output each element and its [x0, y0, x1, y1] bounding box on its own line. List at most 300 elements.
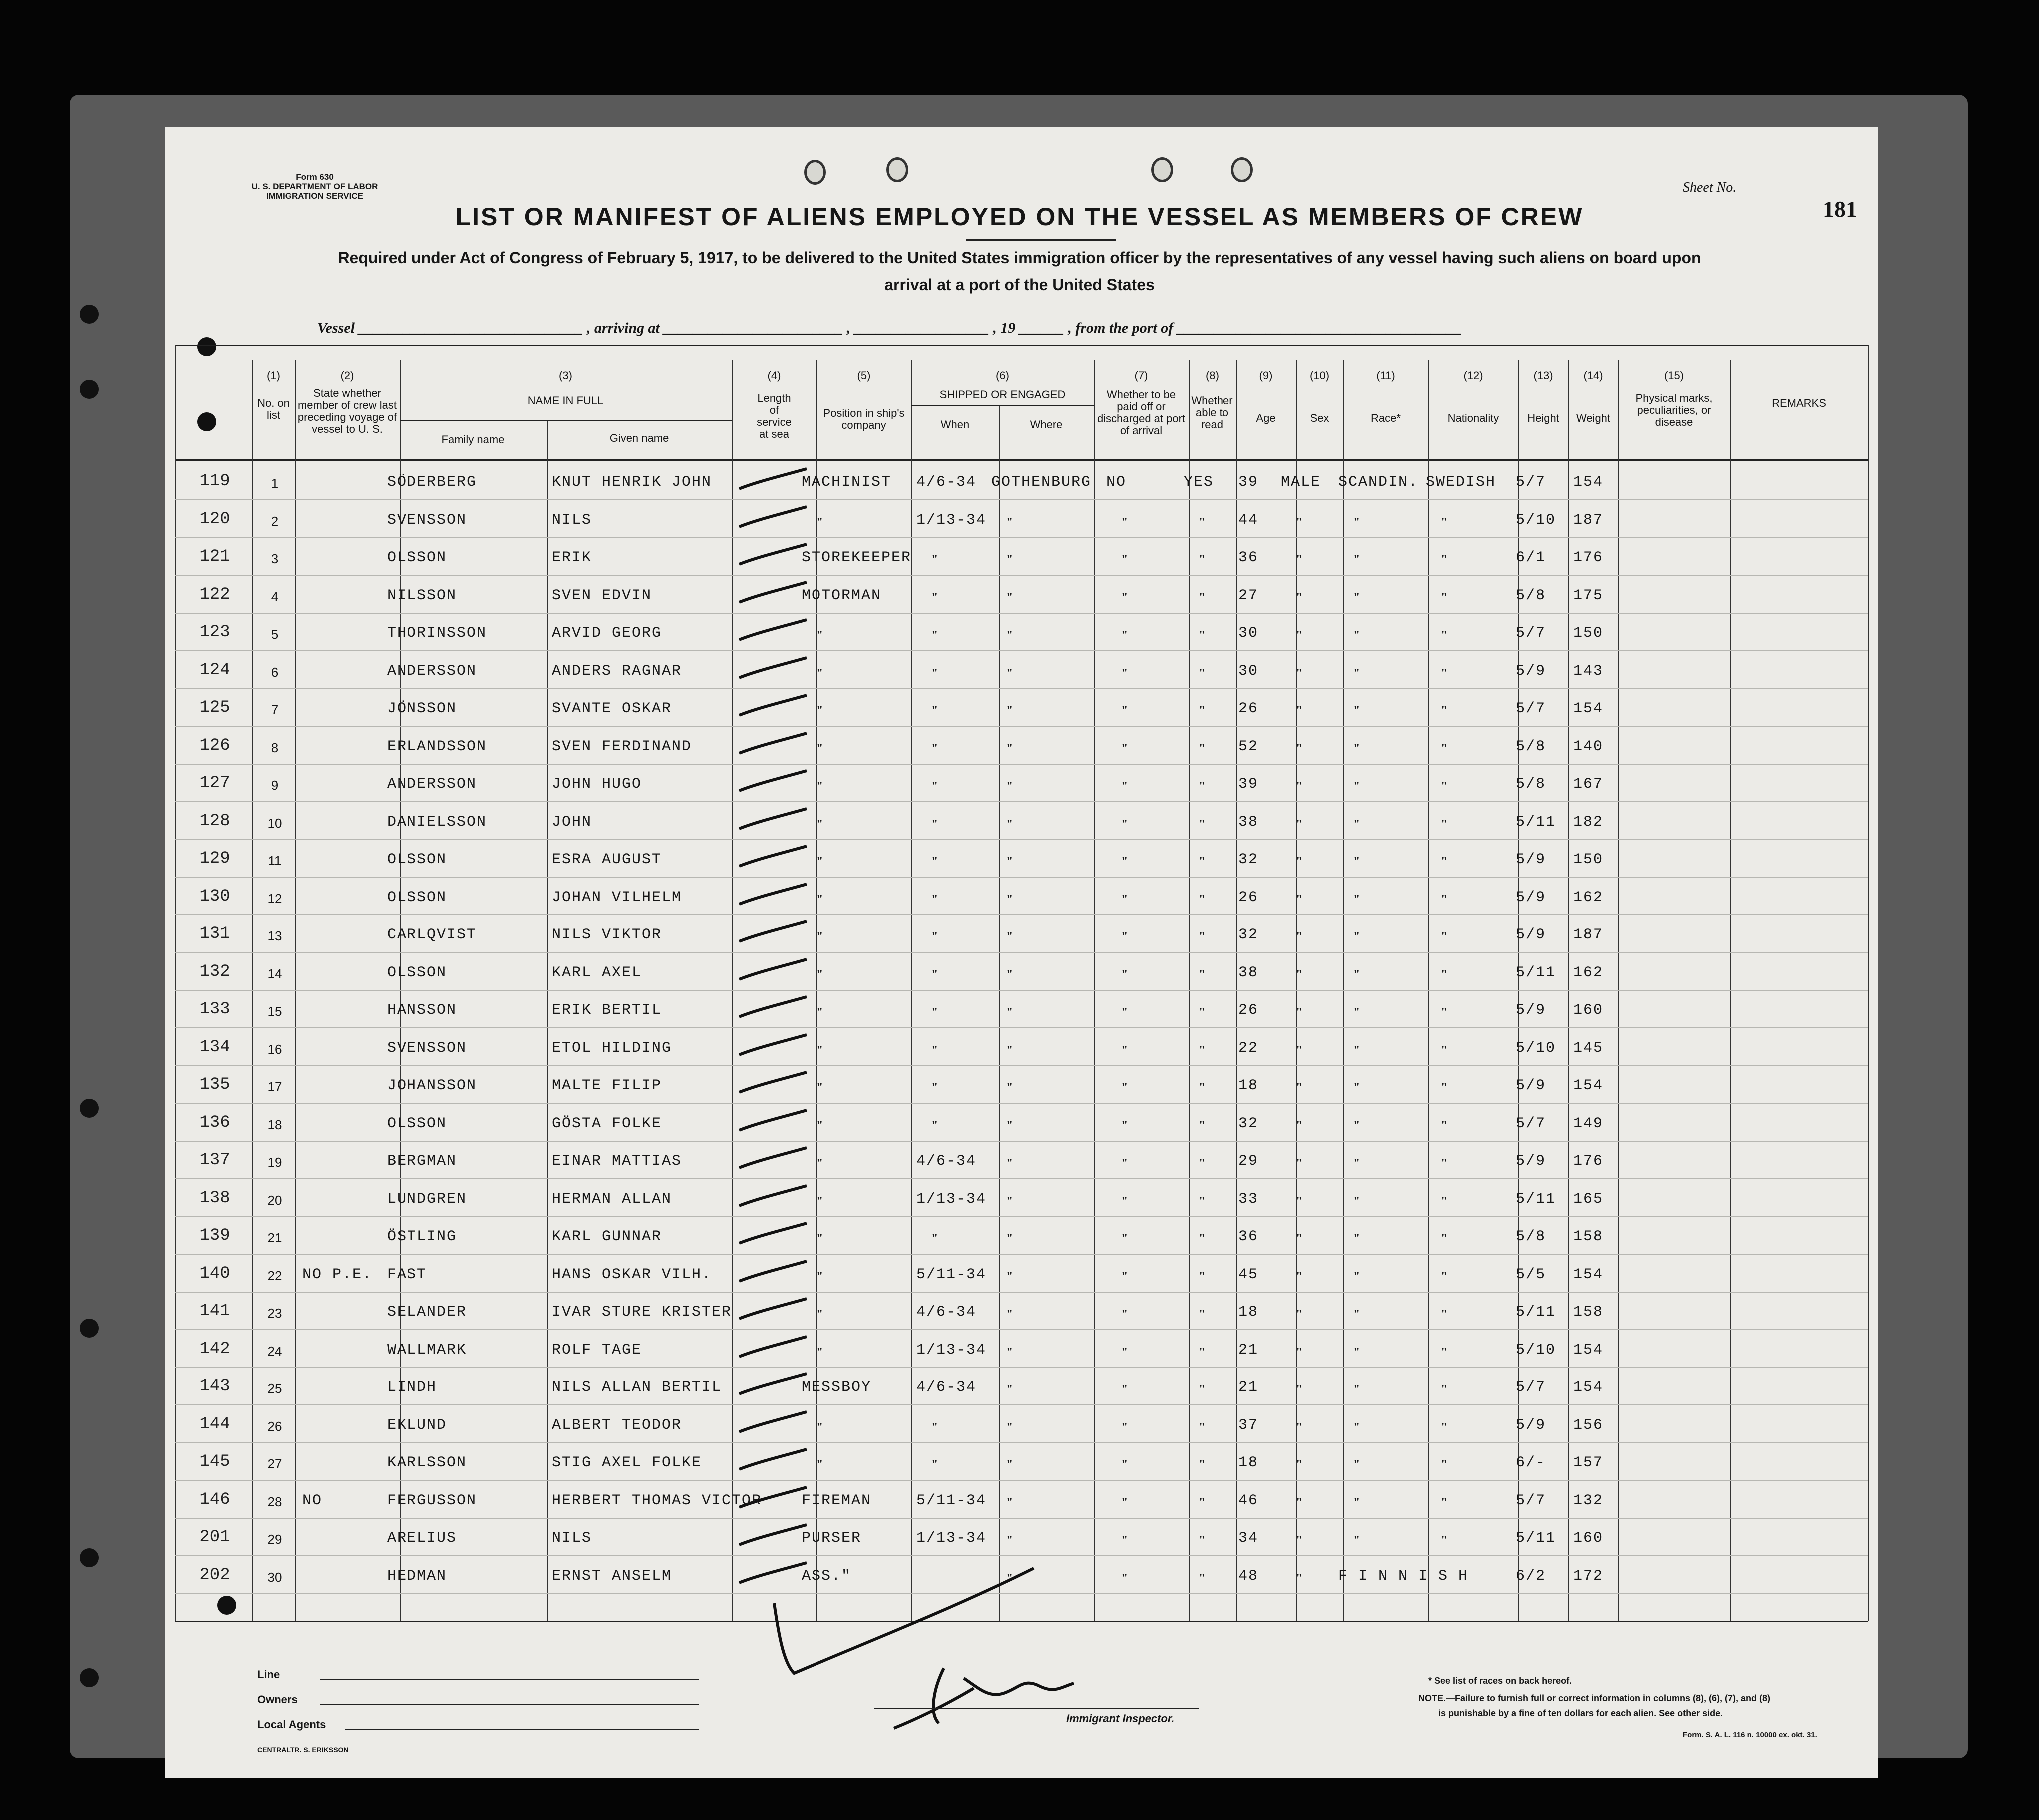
list-number: 4 — [271, 589, 279, 604]
cell-when: " — [931, 1420, 938, 1434]
cell-where: " — [1006, 704, 1013, 717]
cell-paid-off: " — [1121, 1119, 1128, 1132]
cell-position: " — [816, 1081, 823, 1094]
cell-sex: " — [1296, 1043, 1303, 1057]
cell-where: " — [1006, 893, 1013, 906]
cell-where: " — [1006, 855, 1013, 868]
cell-paid-off: " — [1121, 591, 1128, 604]
check-stroke — [764, 1563, 1044, 1683]
cell-paid-off: " — [1121, 1458, 1128, 1471]
cell-when: 4/6-34 — [916, 1304, 977, 1321]
margin-number: 124 — [199, 660, 230, 680]
cell-nationality: " — [1441, 1270, 1448, 1283]
cell-sex: " — [1296, 1534, 1303, 1547]
cell-given: JOHN — [552, 813, 592, 831]
binder-ring — [886, 157, 908, 182]
page-title: LIST OR MANIFEST OF ALIENS EMPLOYED ON THE VESSEL AS MEMBERS OF CREW — [455, 203, 1584, 231]
cell-paid-off: " — [1121, 515, 1128, 529]
cell-paid-off: " — [1121, 1043, 1128, 1057]
owners-rule — [320, 1704, 699, 1705]
margin-number: 138 — [199, 1188, 230, 1208]
cell-read: " — [1199, 1119, 1206, 1132]
cell-race: SCANDIN. — [1338, 474, 1419, 491]
cell-family: SÖDERBERG — [387, 474, 477, 491]
cell-paid-off: " — [1121, 1232, 1128, 1245]
cell-read: " — [1199, 629, 1206, 642]
cell-weight: 150 — [1573, 625, 1604, 642]
cell-paid-off: " — [1121, 1157, 1128, 1170]
list-number: 20 — [267, 1192, 282, 1208]
row-rule — [175, 1480, 1868, 1481]
list-number: 2 — [271, 513, 279, 529]
service-tick-mark — [737, 1410, 809, 1434]
cell-when: 1/13-34 — [916, 1530, 987, 1547]
cell-when: " — [931, 591, 938, 604]
cell-when: " — [931, 855, 938, 868]
margin-number: 140 — [199, 1264, 230, 1283]
service-tick-mark — [737, 995, 809, 1019]
cell-where: " — [1006, 1534, 1013, 1547]
cell-paid-off: " — [1121, 1308, 1128, 1321]
row-rule — [175, 839, 1868, 840]
cell-when: 5/11-34 — [916, 1266, 987, 1283]
margin-number: 123 — [199, 623, 230, 642]
cell-given: ERIK BERTIL — [552, 1002, 662, 1019]
cell-given: ROLF TAGE — [552, 1341, 642, 1359]
cell-where: " — [1006, 1571, 1013, 1585]
col-3b-header: Given name — [609, 432, 669, 444]
margin-number: 131 — [199, 924, 230, 943]
cell-when: " — [931, 930, 938, 943]
cell-height: 5/11 — [1516, 1304, 1556, 1321]
cell-when: " — [931, 893, 938, 906]
cell-read: " — [1199, 1006, 1206, 1019]
column-rule — [547, 420, 548, 1621]
service-tick-mark — [737, 505, 809, 529]
cell-family: NILSSON — [387, 587, 457, 604]
cell-position: STOREKEEPER — [802, 549, 912, 566]
list-number: 5 — [271, 627, 279, 642]
cell-sex: " — [1296, 666, 1303, 680]
binder-hole — [80, 1668, 99, 1687]
shipped-subrule — [911, 405, 1094, 406]
cell-given: ERIK — [552, 549, 592, 566]
cell-weight: 143 — [1573, 662, 1604, 680]
cell-sex: " — [1296, 1571, 1303, 1585]
cell-race: " — [1353, 817, 1360, 831]
cell-height: 5/8 — [1516, 738, 1546, 755]
cell-age: 45 — [1238, 1266, 1259, 1283]
line-rule — [320, 1679, 699, 1680]
cell-given: ARVID GEORG — [552, 625, 662, 642]
col-11-header: Race* — [1371, 412, 1401, 424]
row-rule — [175, 1367, 1868, 1368]
cell-family: JÖNSSON — [387, 700, 457, 717]
cell-nationality: " — [1441, 666, 1448, 680]
cell-when: " — [931, 1458, 938, 1471]
cell-where: " — [1006, 666, 1013, 680]
list-number: 6 — [271, 664, 279, 680]
cell-given: SVEN EDVIN — [552, 587, 652, 604]
margin-number: 128 — [199, 811, 230, 831]
cell-sex: " — [1296, 704, 1303, 717]
cell-family: ERLANDSSON — [387, 738, 487, 755]
title-underline — [966, 239, 1116, 241]
cell-read: YES — [1184, 474, 1214, 491]
cell-paid-off: " — [1121, 1420, 1128, 1434]
cell-paid-off: " — [1121, 742, 1128, 755]
service-tick-mark — [737, 1447, 809, 1471]
cell-nationality: " — [1441, 1383, 1448, 1396]
cell-age: 18 — [1238, 1454, 1259, 1471]
cell-position: " — [816, 1232, 823, 1245]
list-number: 17 — [267, 1079, 282, 1094]
owners-label: Owners — [257, 1693, 298, 1706]
cell-position: " — [816, 1420, 823, 1434]
margin-number: 135 — [199, 1075, 230, 1094]
col-6-header: SHIPPED OR ENGAGED — [939, 388, 1066, 401]
list-number: 23 — [267, 1306, 282, 1321]
cell-height: 5/11 — [1516, 1530, 1556, 1547]
margin-number: 202 — [199, 1565, 230, 1585]
cell-read: " — [1199, 1383, 1206, 1396]
cell-position: " — [816, 742, 823, 755]
list-number: 9 — [271, 778, 279, 793]
service-tick-mark — [737, 1259, 809, 1283]
cell-sex: " — [1296, 1458, 1303, 1471]
cell-weight: 162 — [1573, 964, 1604, 981]
cell-where: " — [1006, 1157, 1013, 1170]
cell-sex: " — [1296, 515, 1303, 529]
cell-where: " — [1006, 1270, 1013, 1283]
col-6b-header: Where — [1030, 418, 1063, 431]
col-13-header: Height — [1527, 412, 1559, 424]
printer-label: CENTRALTR. S. ERIKSSON — [257, 1746, 349, 1754]
cell-height: 5/10 — [1516, 511, 1556, 529]
cell-given: NILS ALLAN BERTIL — [552, 1379, 722, 1396]
cell-family: SVENSSON — [387, 511, 467, 529]
cell-age: 21 — [1238, 1379, 1259, 1396]
cell-where: " — [1006, 780, 1013, 793]
list-number: 25 — [267, 1381, 282, 1396]
cell-weight: 157 — [1573, 1454, 1604, 1471]
list-number: 18 — [267, 1117, 282, 1132]
cell-family: DANIELSSON — [387, 813, 487, 831]
cell-race: " — [1353, 855, 1360, 868]
cell-family: OLSSON — [387, 851, 447, 868]
service-tick-mark — [737, 693, 809, 717]
cell-position: " — [816, 855, 823, 868]
cell-where: " — [1006, 629, 1013, 642]
cell-age: 33 — [1238, 1190, 1259, 1208]
cell-paid-off: " — [1121, 1383, 1128, 1396]
margin-number: 134 — [199, 1037, 230, 1057]
cell-height: 5/9 — [1516, 851, 1546, 868]
cell-age: 32 — [1238, 851, 1259, 868]
row-rule — [175, 499, 1868, 500]
cell-sex: " — [1296, 855, 1303, 868]
cell-paid-off: " — [1121, 1496, 1128, 1509]
col-7-header: Whether to be paid off or discharged at port of arrival — [1097, 388, 1186, 437]
cell-read: " — [1199, 1043, 1206, 1057]
page-subtitle-line2: arrival at a port of the United States — [884, 276, 1155, 294]
cell-when: " — [931, 1006, 938, 1019]
cell-read: " — [1199, 591, 1206, 604]
margin-number: 130 — [199, 887, 230, 906]
cell-nationality: " — [1441, 1006, 1448, 1019]
cell-where: " — [1006, 968, 1013, 981]
margin-number: 144 — [199, 1414, 230, 1434]
cell-nationality: " — [1441, 1043, 1448, 1057]
cell-read: " — [1199, 930, 1206, 943]
cell-where: " — [1006, 817, 1013, 831]
cell-given: SVEN FERDINAND — [552, 738, 692, 755]
binder-hole — [80, 380, 99, 399]
cell-family: ARELIUS — [387, 1530, 457, 1547]
cell-paid-off: " — [1121, 780, 1128, 793]
cell-family: BERGMAN — [387, 1153, 457, 1170]
margin-number: 146 — [199, 1490, 230, 1509]
row-rule — [175, 1141, 1868, 1142]
cell-where: " — [1006, 1119, 1013, 1132]
row-rule — [175, 575, 1868, 576]
col-7-number: (7) — [1134, 369, 1148, 382]
cell-sex: " — [1296, 1119, 1303, 1132]
row-rule — [175, 688, 1868, 689]
cell-where: " — [1006, 1081, 1013, 1094]
list-number: 11 — [268, 853, 282, 868]
margin-number: 120 — [199, 509, 230, 529]
cell-race: " — [1353, 1232, 1360, 1245]
col-12-header: Nationality — [1447, 412, 1499, 424]
cell-position: " — [816, 1345, 823, 1359]
cell-where: GOTHENBURG — [991, 474, 1092, 491]
cell-nationality: " — [1441, 553, 1448, 566]
cell-age: 29 — [1238, 1153, 1259, 1170]
cell-family: HEDMAN — [387, 1567, 447, 1585]
list-number: 15 — [267, 1004, 282, 1019]
list-number: 29 — [267, 1532, 282, 1547]
cell-where: " — [1006, 1006, 1013, 1019]
cell-given: MALTE FILIP — [552, 1077, 662, 1094]
cell-read: " — [1199, 1232, 1206, 1245]
cell-paid-off: " — [1121, 893, 1128, 906]
cell-nationality: " — [1441, 1458, 1448, 1471]
cell-weight: 150 — [1573, 851, 1604, 868]
cell-age: 32 — [1238, 1115, 1259, 1132]
binder-hole — [80, 1319, 99, 1338]
margin-number: 201 — [199, 1528, 230, 1547]
cell-race: " — [1353, 1270, 1360, 1283]
service-tick-mark — [737, 1108, 809, 1132]
cell-position: MESSBOY — [802, 1379, 872, 1396]
cell-last-voyage: NO P.E. — [302, 1266, 373, 1283]
form-stamp — [235, 172, 395, 201]
cell-given: KARL AXEL — [552, 964, 642, 981]
cell-position: " — [816, 968, 823, 981]
col-1-number: (1) — [267, 369, 280, 382]
cell-family: FAST — [387, 1266, 427, 1283]
service-tick-mark — [737, 1523, 809, 1547]
cell-height: 5/8 — [1516, 776, 1546, 793]
cell-weight: 172 — [1573, 1567, 1604, 1585]
service-tick-mark — [737, 1335, 809, 1359]
cell-position: FIREMAN — [802, 1492, 872, 1509]
cell-age: 30 — [1238, 662, 1259, 680]
cell-nationality: " — [1441, 1308, 1448, 1321]
col-14-number: (14) — [1583, 369, 1603, 382]
cell-position: " — [816, 515, 823, 529]
margin-number: 127 — [199, 774, 230, 793]
cell-position: " — [816, 817, 823, 831]
cell-nationality: " — [1441, 780, 1448, 793]
cell-race: " — [1353, 1345, 1360, 1359]
cell-height: 5/7 — [1516, 1379, 1546, 1396]
cell-sex: " — [1296, 1157, 1303, 1170]
cell-sex: " — [1296, 1308, 1303, 1321]
cell-nationality: " — [1441, 704, 1448, 717]
cell-race: " — [1353, 1383, 1360, 1396]
cell-age: 48 — [1238, 1567, 1259, 1585]
col-16-header: REMARKS — [1772, 397, 1826, 409]
sheet-label: Sheet No. — [1683, 180, 1737, 195]
form-code: Form. S. A. L. 116 n. 10000 ex. okt. 31. — [1683, 1731, 1817, 1739]
cell-weight: 158 — [1573, 1228, 1604, 1245]
cell-weight: 182 — [1573, 813, 1604, 831]
col-4-header: Length of service at sea — [757, 392, 792, 440]
cell-read: " — [1199, 1534, 1206, 1547]
margin-number: 121 — [199, 547, 230, 566]
cell-nationality: " — [1441, 1157, 1448, 1170]
col-12-number: (12) — [1463, 369, 1483, 382]
cell-paid-off: " — [1121, 930, 1128, 943]
service-tick-mark — [737, 1146, 809, 1170]
cell-weight: 187 — [1573, 926, 1604, 943]
service-tick-mark — [737, 769, 809, 793]
cell-where: " — [1006, 1043, 1013, 1057]
service-tick-mark — [737, 618, 809, 642]
cell-given: STIG AXEL FOLKE — [552, 1454, 702, 1471]
cell-family: ÖSTLING — [387, 1228, 457, 1245]
cell-read: " — [1199, 1345, 1206, 1359]
cell-given: KNUT HENRIK JOHN — [552, 474, 712, 491]
cell-race: " — [1353, 629, 1360, 642]
margin-number: 145 — [199, 1452, 230, 1471]
cell-height: 5/8 — [1516, 1228, 1546, 1245]
service-tick-mark — [737, 957, 809, 981]
cell-when: 4/6-34 — [916, 1153, 977, 1170]
margin-number: 125 — [199, 698, 230, 717]
cell-weight: 160 — [1573, 1530, 1604, 1547]
cell-sex: " — [1296, 1006, 1303, 1019]
penalty-note-line2: is punishable by a fine of ten dollars for each alien. See other side. — [1438, 1708, 1723, 1718]
cell-sex: " — [1296, 742, 1303, 755]
list-number: 30 — [267, 1569, 282, 1585]
cell-where: " — [1006, 1345, 1013, 1359]
cell-nationality: " — [1441, 817, 1448, 831]
cell-weight: 154 — [1573, 700, 1604, 717]
cell-height: 5/9 — [1516, 1153, 1546, 1170]
list-number: 16 — [267, 1041, 282, 1057]
row-rule — [175, 1065, 1868, 1066]
service-tick-mark — [737, 542, 809, 566]
cell-when: 1/13-34 — [916, 1190, 987, 1208]
col-14-header: Weight — [1576, 412, 1611, 424]
cell-sex: " — [1296, 817, 1303, 831]
header-bottom-rule — [175, 459, 1868, 461]
cell-given: HANS OSKAR VILH. — [552, 1266, 712, 1283]
cell-given: ERNST ANSELM — [552, 1567, 672, 1585]
cell-position: " — [816, 893, 823, 906]
cell-position: " — [816, 1194, 823, 1208]
cell-race: " — [1353, 893, 1360, 906]
margin-number: 132 — [199, 962, 230, 981]
line-label: Line — [257, 1668, 280, 1681]
cell-when: " — [931, 968, 938, 981]
cell-paid-off: " — [1121, 1081, 1128, 1094]
list-number: 19 — [267, 1155, 282, 1170]
cell-where: " — [1006, 742, 1013, 755]
cell-position: " — [816, 629, 823, 642]
cell-when: " — [931, 666, 938, 680]
margin-number: 122 — [199, 585, 230, 604]
cell-sex: " — [1296, 1420, 1303, 1434]
cell-position: " — [816, 780, 823, 793]
cell-height: 5/11 — [1516, 813, 1556, 831]
cell-nationality: " — [1441, 1232, 1448, 1245]
name-subrule — [400, 420, 732, 421]
row-rule — [175, 1178, 1868, 1179]
cell-height: 6/2 — [1516, 1567, 1546, 1585]
cell-race: " — [1353, 1081, 1360, 1094]
cell-age: 18 — [1238, 1077, 1259, 1094]
list-number: 28 — [267, 1494, 282, 1509]
cell-read: " — [1199, 1194, 1206, 1208]
binder-hole — [80, 1548, 99, 1567]
row-rule — [175, 1216, 1868, 1217]
cell-height: 6/- — [1516, 1454, 1546, 1471]
cell-where: " — [1006, 1383, 1013, 1396]
cell-age: 37 — [1238, 1416, 1259, 1434]
cell-race: " — [1353, 1308, 1360, 1321]
cell-read: " — [1199, 1081, 1206, 1094]
column-rule — [999, 405, 1000, 1621]
cell-weight: 154 — [1573, 1379, 1604, 1396]
cell-race: " — [1353, 704, 1360, 717]
cell-given: ALBERT TEODOR — [552, 1416, 682, 1434]
col-5-header: Position in ship's company — [823, 407, 905, 431]
cell-position: " — [816, 1157, 823, 1170]
cell-weight: 145 — [1573, 1039, 1604, 1057]
cell-age: 52 — [1238, 738, 1259, 755]
col-10-header: Sex — [1310, 412, 1329, 424]
row-rule — [175, 1555, 1868, 1556]
cell-given: ETOL HILDING — [552, 1039, 672, 1057]
cell-height: 5/5 — [1516, 1266, 1546, 1283]
col-1-header: No. on list — [257, 397, 290, 421]
cell-nationality: " — [1441, 1420, 1448, 1434]
cell-read: " — [1199, 704, 1206, 717]
cell-age: 34 — [1238, 1530, 1259, 1547]
list-number: 12 — [267, 891, 282, 906]
cell-when: " — [931, 817, 938, 831]
col-13-number: (13) — [1533, 369, 1553, 382]
row-rule — [175, 726, 1868, 727]
binder-hole — [80, 305, 99, 324]
cell-paid-off: " — [1121, 553, 1128, 566]
cell-paid-off: " — [1121, 629, 1128, 642]
cell-family: EKLUND — [387, 1416, 447, 1434]
